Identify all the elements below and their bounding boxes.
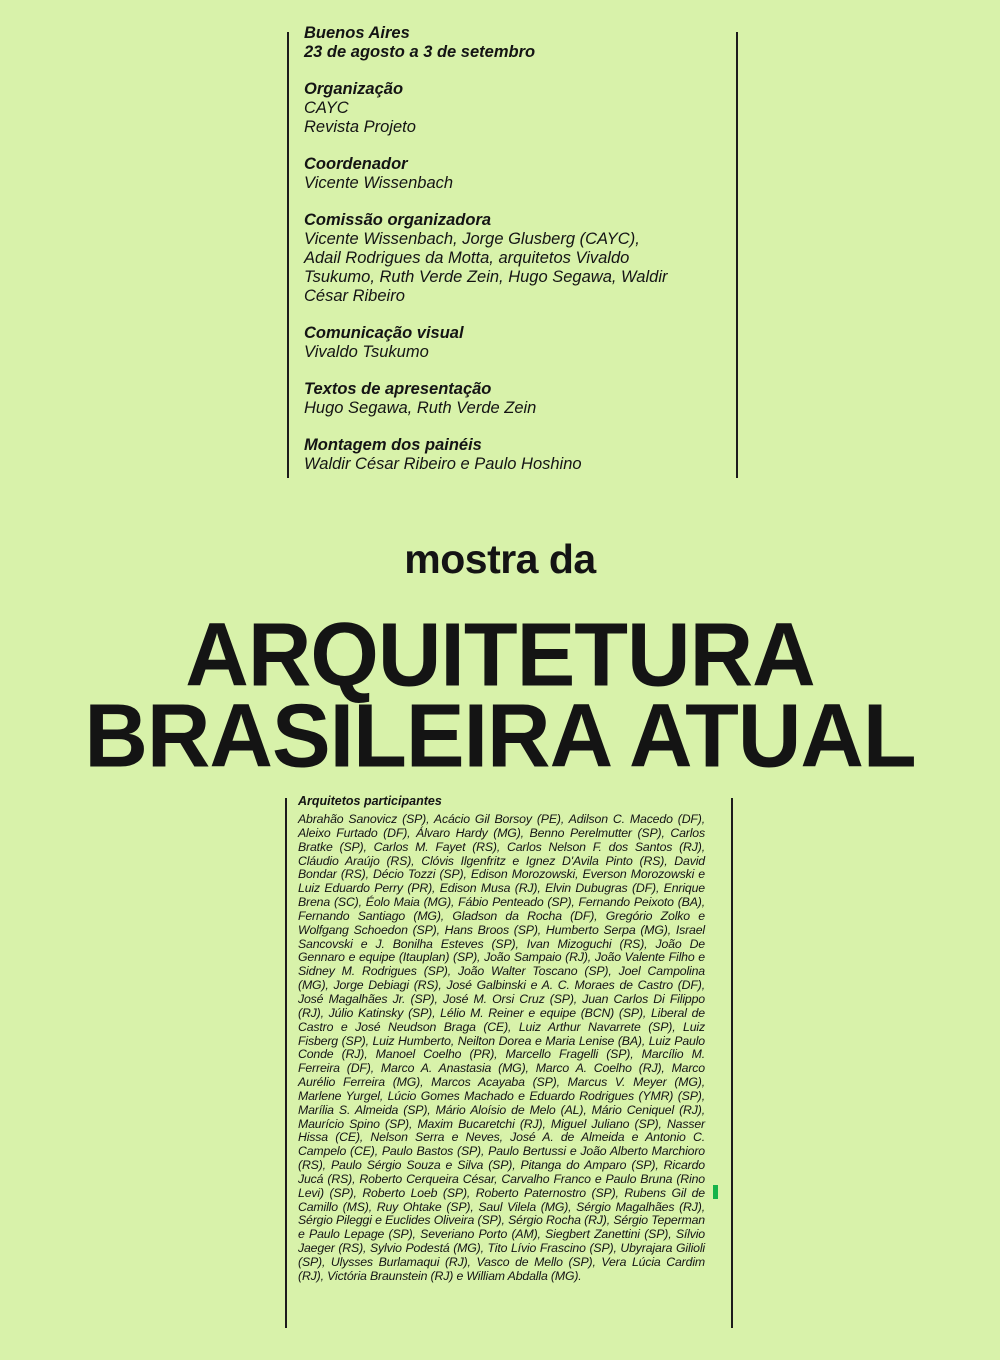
credit-heading: Coordenador (304, 155, 408, 173)
credit-value: Hugo Segawa, Ruth Verde Zein (304, 399, 537, 417)
participants-heading: Arquitetos participantes (298, 794, 442, 808)
credit-value: Vicente Wissenbach, Jorge Glusberg (CAYC), Adail Rodrigues da Motta, arquitetos Vivaldo Tsukumo, Ruth Verde Zein, Hugo Segawa, Waldir César Ribeiro (304, 230, 668, 305)
credit-heading: Comunicação visual (304, 324, 464, 342)
credit-committee (304, 211, 724, 306)
credit-value: Vicente Wissenbach (304, 174, 454, 192)
participants-list: Abrahão Sanovicz (SP), Acácio Gil Borsoy (PE), Adilson C. Macedo (DF), Aleixo Furtado (DF), Álvaro Hardy (MG), Benno Perelmutter (SP), Carlos Bratke (SP), Carlos M. Fayet (RS), Carlos Nelson F. dos Santos (RJ), Cláudio Araújo (RS), Clóvis Ilgenfritz e Ignez D'Avila Pinto (RS), David Bondar (RS), Décio Tozzi (SP), Edison Morozowski, Everson Morozowski e Luiz Eduardo Perry (PR), Edison Musa (RJ), Elvin Dubugras (DF), Enrique Brena (SC), Éolo Maia (MG), Fábio Penteado (SP), Fernando Peixoto (BA), Fernando Santiago (MG), Gladson da Rocha (DF), Gregório Zolko e Wolfgang Schoedon (SP), Hans Broos (SP), Humberto Serpa (MG), Israel Sancovski e J. Bonilha Esteves (SP), Ivan Mizoguchi (RS), João De Gennaro e equipe (Itauplan) (SP), João Sampaio (RJ), João Valente Filho e Sidney M. Rodrigues (SP), João Walter Toscano (SP), Joel Campolina (MG), Jorge Debiagi (RS), José Galbinski e A. C. Moraes de Castro (DF), José Magalhães Jr. (SP), José M. Orsi Cruz (SP), Juan Carlos Di Filippo (RJ), Júlio Katinsky (SP), Lélio M. Reiner e equipe (BCN) (SP), Liberal de Castro e José Neudson Braga (CE), Luiz Arthur Navarrete (SP), Luiz Fisberg (SP), Luiz Humberto, Neilton Dorea e Maria Lenise (BA), Luiz Paulo Conde (RJ), Manoel Coelho (PR), Marcello Fragelli (SP), Marcílio M. Ferreira (DF), Marco A. Anastasia (MG), Marco A. Coelho (RJ), Marco Aurélio Ferreira (MG), Marcos Acayaba (SP), Marcus V. Meyer (MG), Marlene Yurgel, Lúcio Gomes Machado e Eduardo Rodrigues (YMR) (SP), Marília S. Almeida (SP), Mário Aloísio de Melo (AL), Mário Ceniquel (RJ), Maurício Spino (SP), Maxim Bucaretchi (RJ), Miguel Juliano (SP), Nasser Hissa (CE), Nelson Serra e Neves, José A. de Almeida e Antonio C. Campelo (CE), Paulo Bastos (SP), Paulo Bertussi e João Alberto Marchioro (RS), Paulo Sérgio Souza e Silva (SP), Pitanga do Amparo (SP), Ricardo Jucá (RS), Roberto Cerqueira César, Carvalho Franco e Paulo Bruna (Rino Levi) (SP), Roberto Loeb (SP), Roberto Paternostro (SP), Rubens Gil de Camillo (MS), Ruy Ohtake (SP), Saul Vilela (MG), Sérgio Magalhães (RJ), Sérgio Pileggi e Euclides Oliveira (SP), Sérgio Rocha (RJ), Sérgio Teperman e Paulo Lepage (SP), Severiano Porto (AM), Siegbert Zanettini (SP), Sílvio Jaeger (RS), Sylvio Podestá (MG), Tito Lívio Frascino (SP), Ubyrajara Gilioli (SP), Ulysses Burlamaqui (RJ), Vasco de Mello (SP), Vera Lúcia Cardim (RJ), Victória Braunstein (RJ) e William Abdalla (MG). (298, 812, 705, 1283)
credit-coordinator (304, 155, 724, 193)
credit-panel-assembly (304, 436, 724, 474)
title-kicker: mostra da (404, 536, 596, 582)
credit-value: Waldir César Ribeiro e Paulo Hoshino (304, 455, 582, 473)
credit-heading: Buenos Aires (304, 24, 410, 42)
credit-location (304, 24, 724, 62)
green-marker (713, 1185, 718, 1199)
credit-value: Vivaldo Tsukumo (304, 343, 429, 361)
credit-heading: Comissão organizadora (304, 211, 492, 229)
credit-heading: Textos de apresentação (304, 380, 492, 398)
participants-section (298, 794, 705, 1284)
credits-left-rule (287, 32, 289, 478)
credit-value: CAYC Revista Projeto (304, 99, 416, 136)
title-line-2: BRASILEIRA ATUAL (84, 685, 916, 786)
participants-left-rule (285, 798, 287, 1328)
credit-visual-communication (304, 324, 724, 362)
participants-right-rule (731, 798, 733, 1328)
credit-texts (304, 380, 724, 418)
credits-column (304, 24, 724, 492)
credit-heading: Organização (304, 80, 404, 98)
credit-organization (304, 80, 724, 137)
credits-right-rule (736, 32, 738, 478)
title-line-1: ARQUITETURA (185, 604, 815, 705)
credit-heading: Montagem dos painéis (304, 436, 482, 454)
credit-dates: 23 de agosto a 3 de setembro (304, 43, 536, 61)
